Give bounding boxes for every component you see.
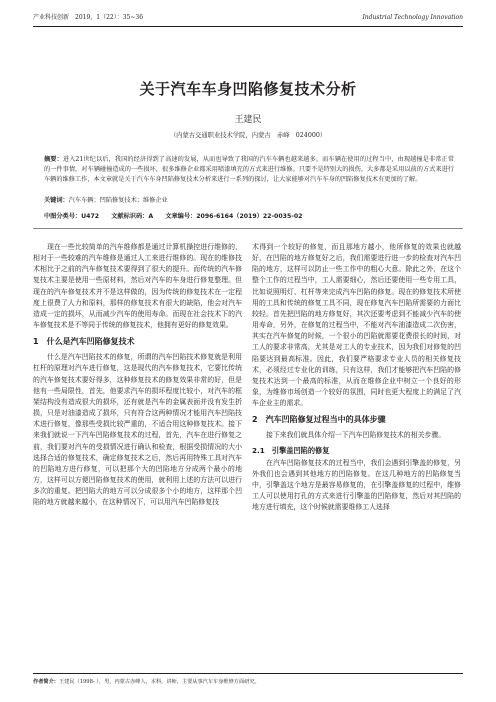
running-header — [33, 10, 463, 27]
section-1-paragraph-continued: 术得到一个较好的修复，而且那地方越小，他所修复的效果也就越好，在凹陷的地方修复好之后，我们需要进行进一步的检查对汽车凹陷的地方，这样可以防止一些工作中的粗心大意。除此之外，在这个整个工作的过程当中，工人需要细心，然后还要使用一些专用工具，比如说照明灯、杠杆等来完成汽车凹陷的修复。现在的修复技术所使用的工具和传统的修复工具不同，现在修复汽车凹陷所需要的力面比较轻。首先把凹陷的地方修复好，其次还要考虑到不能减少汽车的使用寿命，另外，在修复的过程当中，不能对汽车油漆造成二次伤害，其实在汽车修复的时候，一个很小的凹陷就需要花费很长的时间，对工人的要求非常高，尤其是对工人的专业技术，因为我们对修复的凹陷要达到最高标准。因此，我们要严格要求专业人员的相关修复技术，必须经过专业化的训练，只有这样，我们才能够把汽车凹陷的修复技术达到一个最高的标准，从而在维修企业中树立一个良好的形象，为维修市场创造一个较好的氛围，同时也更大程度上的满足了汽车企业主的需求。 — [252, 243, 461, 408]
subsection-heading-2-1: 2.1 引擎盖凹陷的修复 — [252, 445, 330, 455]
article-no-label: 文章编号： — [165, 213, 197, 220]
journal-name-en: Industrial Technology Innovation — [362, 14, 463, 21]
journal-info: 产业科技创新 2019，1（22）：35~36 — [33, 14, 144, 21]
intro-paragraph: 现在一些比较简单的汽车维修都是通过计算机操控进行维修的，相对于一些较难的汽车维修是通过人工来进行维修的。现在的维修技术相比于之前的汽车修复技术要得到了很大的提升。而传统的汽车修复技术主要是使用一些原材料，然后对汽车的车身进行修复整理。但现在的汽车修复技术并不是这样做的，因为传统的修复技术在一定程度上很费了人力和原料，那样的修复技术有很大的缺陷，他会对汽车造成一定的损坏，从而减少汽车的使用寿命。而现在社会技术下的汽车修复技术是不等同于传统的修复技术，他拥有更好的修复效果。 — [33, 243, 242, 330]
paper-title: 关于汽车车身凹陷修复技术分析 — [139, 80, 357, 98]
section-1-paragraph: 什么是汽车凹陷技术的修复，所谓的汽车凹陷技术修复就是利用杠杆的原理对汽车进行修复，这是现代的汽车修复技术，它要比传统的汽车修复技术要好得多，这种修复技术的修复效果非常的好，但是他有一些局限性，首先，他要求汽车的损坏程度比较小，对汽车的框架结构没有造成很大的损坏，还有就是汽车的金属表面并没有发生折损，只是对油漆造成了损坏，只有符合这两种情况才能用汽车凹陷技术进行修复，像那些受损比较严重的，不适合用这种修复技术。接下来我们就说一下汽车凹陷修复技术的过程，首先，汽车在进行修复之前，我们要对汽车的受损情况进行确认和检查，根据受损情况的大小选择合适的修复技术，确定修复技术之后，然后再用特殊工具对汽车的凹陷地方进行修复，可以把那个大的凹陷地方分成两个最小的地方，这样可以方便凹陷修复技术的使用，就利用上述的方法可以进行多次的重复。把凹陷大的地方可以分成很多个小的地方，这样那个凹陷的地方就越来越小，在这种情况下，可以用汽车凹陷修复技 — [33, 353, 242, 507]
classification-line — [44, 212, 454, 221]
section-heading-2: 2 汽车凹陷修复过程当中的具体步骤 — [252, 415, 386, 425]
section-heading-1: 1 什么是汽车凹陷修复技术 — [33, 337, 135, 347]
affiliation: （内蒙古交通职业技术学院，内蒙古 赤峰 024000） — [169, 132, 327, 139]
abstract-text: 进入21世纪以后，我国的经济得到了高速的发展，从而也导致了我国的汽车车辆也越来越多。而车辆在使用的过程当中，由现越撞是非常正常的一件事情，对车辆碰撞造成的一些损坏，很多维修企业都采用喷漆填充的方式来进行维修。只要不是特别大的损伤，大多都是采用以前的方式来进行车辆的维修工作，本文章就是关于汽车车身凹陷修复技术分析来进行一系列的探讨，让大家能够对汽车车身的凹陷修复技术有更加的了解。 — [44, 156, 455, 183]
keywords — [44, 196, 454, 205]
right-column — [252, 242, 461, 513]
doc-code-label: 文献标识码： — [111, 213, 149, 220]
abstract-label: 摘要： — [44, 156, 63, 163]
author-name: 王建民 — [234, 115, 262, 125]
subsection-2-1-paragraph: 在汽车凹陷修复技术的过程当中，我们会遇到引擎盖的修复，另外我们也会遇到其他地方的凹陷修复。在这几种地方的凹陷修复当中，引擎盖这个地方是最容易修复的，在引擎盖修复的过程中，维修工人可以使用打孔的方式来进行引擎盖的凹陷修复，然后对其凹陷的地方进行填充，这个时候就需要维修工人选择 — [252, 458, 461, 512]
abstract — [44, 155, 454, 184]
keywords-label: 关键词： — [44, 197, 69, 204]
footnote-text: 王建民（1998- ），男，内蒙古赤峰人，本科，讲师，主要从事汽车车身维修方面研究。 — [58, 679, 260, 685]
footnote-label: 作者简介： — [33, 679, 59, 685]
section-2-intro: 接下来我们就具体介绍一下汽车凹陷修复技术的相关步骤。 — [266, 431, 446, 440]
article-no-value: 2096-6164（2019）22-0035-02 — [196, 213, 303, 220]
doc-code-value: A — [148, 213, 154, 220]
keywords-text: 汽车车辆；凹陷修复技术；维修企业 — [68, 197, 168, 204]
clc-value: U472 — [81, 213, 100, 220]
clc-label: 中图分类号： — [44, 213, 82, 220]
left-column — [33, 242, 242, 508]
divider — [33, 228, 463, 229]
author-footnote — [33, 673, 463, 686]
